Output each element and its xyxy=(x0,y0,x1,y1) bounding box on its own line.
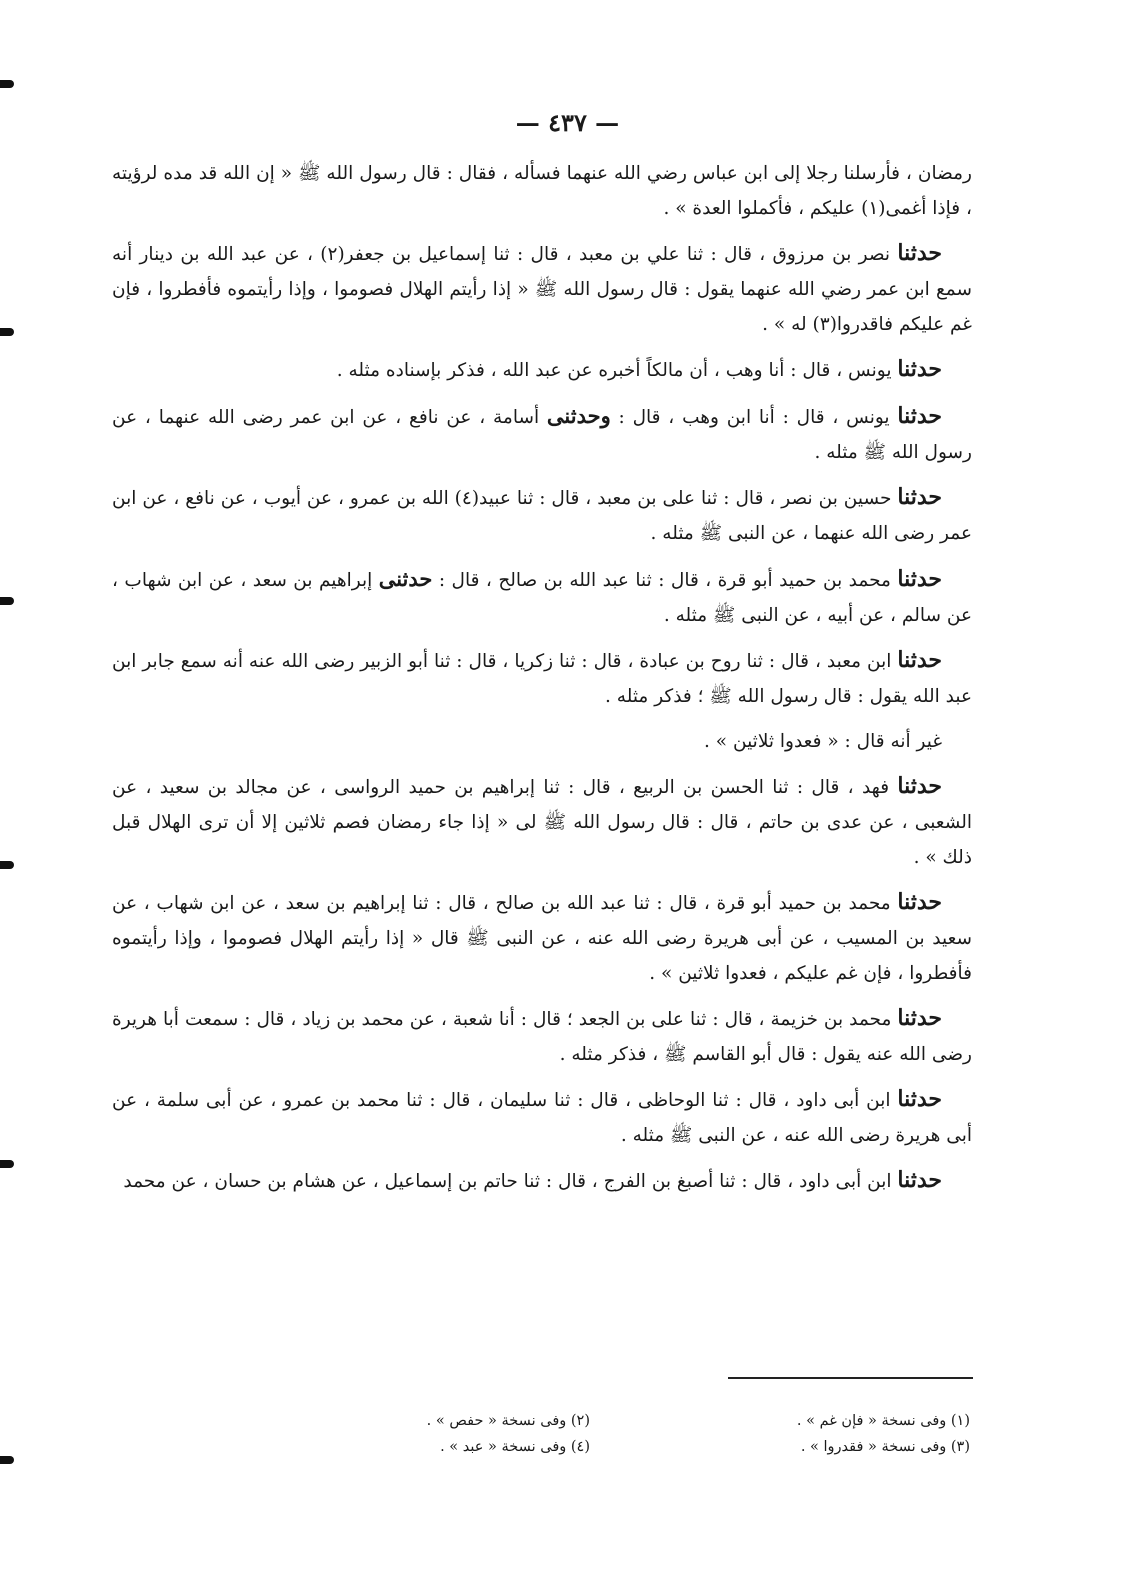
hadith-lead: حدثنا xyxy=(897,889,942,915)
scan-mark xyxy=(0,80,14,88)
hadith-lead: حدثنا xyxy=(897,1167,942,1193)
paragraph xyxy=(112,156,972,226)
hadith-inline-lead: وحدثنى xyxy=(546,403,611,428)
hadith-paragraph xyxy=(112,561,972,633)
hadith-paragraph xyxy=(112,769,972,875)
footnote-divider xyxy=(728,1377,973,1379)
hadith-lead: حدثنا xyxy=(897,647,942,673)
hadith-lead: حدثنا xyxy=(897,356,942,382)
paragraph-text: فهد ، قال : ثنا الحسن بن الربيع ، قال : ثنا إبراهيم بن حميد الرواسى ، عن مجالد بن سعيد ، عن الشعبى ، عن عدى بن حاتم ، قال : قال رسول الله ﷺ لى « إذا جاء رمضان فصم ثلاثين إلا أن ترى الهلال قبل ذلك » . xyxy=(112,777,972,868)
note-paragraph xyxy=(112,724,972,759)
hadith-lead: حدثنا xyxy=(897,773,942,799)
paragraph-text: محمد بن حميد أبو قرة ، قال : ثنا عبد الله بن صالح ، قال : xyxy=(432,570,898,591)
hadith-lead: حدثنا xyxy=(897,403,942,429)
footnote-4: (٤) وفى نسخة « عبد » . xyxy=(440,1439,590,1455)
hadith-lead: حدثنا xyxy=(897,566,942,592)
paragraph-text: حسين بن نصر ، قال : ثنا على بن معبد ، قال : ثنا عبيد(٤) الله بن عمرو ، عن أيوب ، عن نافع ، عن ابن عمر رضى الله عنهما ، عن النبى ﷺ مثله . xyxy=(112,488,972,544)
body-text xyxy=(112,156,972,1209)
hadith-paragraph xyxy=(112,236,972,342)
scan-mark xyxy=(0,1456,14,1464)
hadith-paragraph xyxy=(112,1163,972,1199)
paragraph-text: إبراهيم بن سعد ، عن ابن شهاب ، عن سالم ، عن أبيه ، عن النبى ﷺ مثله . xyxy=(112,570,972,626)
scan-mark xyxy=(0,1160,14,1168)
footnote-2: (٢) وفى نسخة « حفص » . xyxy=(426,1413,590,1429)
page-number: — ٤٣٧ — xyxy=(515,108,620,137)
hadith-paragraph xyxy=(112,1001,972,1072)
hadith-paragraph xyxy=(112,885,972,991)
paragraph-text: ابن أبى داود ، قال : ثنا أصبغ بن الفرج ، قال : ثنا حاتم بن إسماعيل ، عن هشام بن حسان ، عن محمد xyxy=(123,1171,898,1192)
footnote-1: (١) وفى نسخة « فإن غم » . xyxy=(796,1413,970,1429)
paragraph-text: يونس ، قال : أنا وهب ، أن مالكاً أخبره عن عبد الله ، فذكر بإسناده مثله . xyxy=(336,360,898,381)
hadith-paragraph xyxy=(112,1082,972,1153)
scan-mark xyxy=(0,328,14,336)
hadith-lead: حدثنا xyxy=(897,484,942,510)
paragraph-text: محمد بن حميد أبو قرة ، قال : ثنا عبد الله بن صالح ، قال : ثنا إبراهيم بن سعد ، عن ابن شهاب ، عن سعيد بن المسيب ، عن أبى هريرة رضى الله عنه ، عن النبى ﷺ قال « إذا رأيتم الهلال فصوموا ، وإذا رأيتموه فأفطروا ، فإن غم عليكم ، فعدوا ثلاثين » . xyxy=(112,893,972,984)
paragraph-text: نصر بن مرزوق ، قال : ثنا علي بن معبد ، قال : ثنا إسماعيل بن جعفر(٢) ، عن عبد الله بن دينار أنه سمع ابن عمر رضي الله عنهما يقول : قال رسول الله ﷺ « إذا رأيتم الهلال فصوموا ، وإذا رأيتموه فأفطروا ، فإن غم عليكم فاقدروا(٣) له » . xyxy=(112,244,972,335)
hadith-paragraph xyxy=(112,398,972,470)
hadith-lead: حدثنا xyxy=(897,1005,942,1031)
scan-mark xyxy=(0,861,14,869)
paragraph-text: رمضان ، فأرسلنا رجلا إلى ابن عباس رضي الله عنهما فسأله ، فقال : قال رسول الله ﷺ « إن الله قد مده لرؤيته ، فإذا أغمى(١) عليكم ، فأكملوا العدة » . xyxy=(112,163,972,219)
hadith-lead: حدثنا xyxy=(897,1086,942,1112)
paragraph-text: محمد بن خزيمة ، قال : ثنا على بن الجعد ؛ قال : أنا شعبة ، عن محمد بن زياد ، قال : سمعت أبا هريرة رضى الله عنه يقول : قال أبو القاسم ﷺ ، فذكر مثله . xyxy=(112,1009,972,1065)
footnote-3: (٣) وفى نسخة « فقدروا » . xyxy=(800,1439,970,1455)
paragraph-text: غير أنه قال : « فعدوا ثلاثين » . xyxy=(704,731,942,752)
paragraph-text: ابن أبى داود ، قال : ثنا الوحاظى ، قال : ثنا سليمان ، قال : ثنا محمد بن عمرو ، عن أبى سلمة ، عن أبى هريرة رضى الله عنه ، عن النبى ﷺ مثله . xyxy=(112,1090,972,1146)
paragraph-text: أسامة ، عن نافع ، عن ابن عمر رضى الله عنهما ، عن رسول الله ﷺ مثله . xyxy=(112,407,972,463)
footnotes xyxy=(240,1410,970,1458)
hadith-paragraph xyxy=(112,480,972,551)
scan-mark xyxy=(0,597,14,605)
hadith-paragraph xyxy=(112,352,972,388)
paragraph-text: ابن معبد ، قال : ثنا روح بن عبادة ، قال : ثنا زكريا ، قال : ثنا أبو الزبير رضى الله عنه أنه سمع جابر ابن عبد الله يقول : قال رسول الله ﷺ ؛ فذكر مثله . xyxy=(112,651,972,707)
hadith-lead: حدثنا xyxy=(897,240,942,266)
hadith-inline-lead: حدثنى xyxy=(378,566,433,591)
hadith-paragraph xyxy=(112,643,972,714)
paragraph-text: يونس ، قال : أنا ابن وهب ، قال : xyxy=(610,407,898,428)
